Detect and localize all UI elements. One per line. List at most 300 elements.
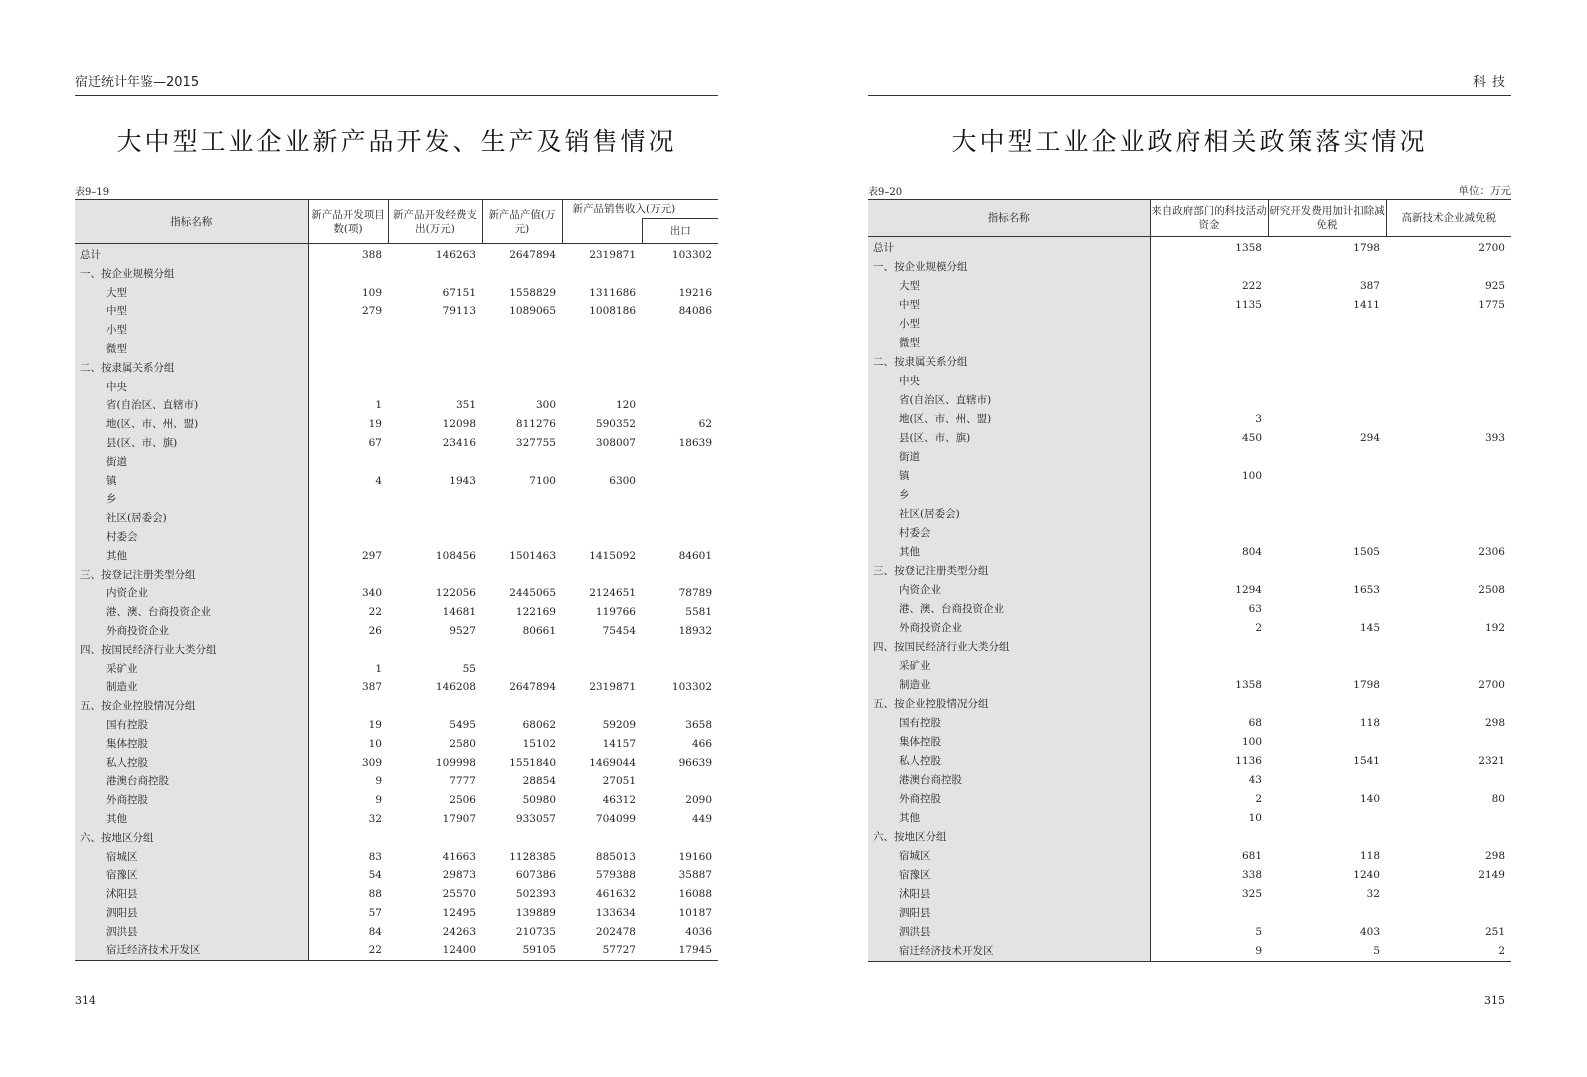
row-label: 小型 — [868, 315, 1150, 334]
cell-value — [308, 378, 388, 397]
cell-value — [1386, 885, 1511, 904]
cell-value — [642, 472, 718, 491]
table-row — [75, 434, 718, 453]
row-label: 私人控股 — [75, 754, 308, 773]
cell-value — [642, 697, 718, 716]
cell-value — [1268, 809, 1386, 828]
cell-value: 590352 — [595, 418, 636, 431]
cell-value: 885013 — [595, 850, 636, 863]
page-title: 大中型工业企业政府相关政策落实情况 — [951, 127, 1428, 156]
row-label: 地(区、市、州、盟) — [75, 415, 308, 434]
cell-value — [388, 641, 482, 660]
table-row — [75, 244, 718, 265]
table-row — [75, 848, 718, 867]
cell-value — [562, 641, 642, 660]
cell-value: 251 — [1484, 926, 1505, 938]
cell-value — [1150, 638, 1268, 657]
row-label: 宿豫区 — [75, 866, 308, 885]
cell-value: 681 — [1241, 850, 1262, 862]
row-label: 总计 — [75, 244, 308, 265]
cell-value: 325 — [1241, 888, 1262, 900]
cell-value: 1551840 — [509, 756, 556, 769]
row-label: 港澳台商控股 — [868, 771, 1150, 790]
cell-value: 1943 — [449, 474, 476, 487]
table-row — [868, 486, 1511, 505]
cell-value: 1089065 — [509, 305, 556, 318]
cell-value — [1268, 600, 1386, 619]
row-label: 制造业 — [868, 676, 1150, 695]
cell-value: 133634 — [595, 906, 636, 919]
left-page — [0, 0, 793, 1077]
table-row — [75, 284, 718, 303]
cell-value: 14681 — [442, 606, 476, 619]
table-row — [868, 676, 1511, 695]
table-row — [868, 581, 1511, 600]
cell-value: 1294 — [1235, 584, 1262, 596]
cell-value — [308, 453, 388, 472]
cell-value: 450 — [1241, 432, 1262, 444]
cell-value: 1136 — [1235, 755, 1262, 767]
cell-value — [1268, 372, 1386, 391]
cell-value: 309 — [361, 756, 382, 769]
cell-value — [562, 528, 642, 547]
table-row — [75, 941, 718, 960]
column-header-projects: 新产品开发项目数(项) — [308, 200, 388, 244]
table-row — [75, 622, 718, 641]
cell-value — [1386, 809, 1511, 828]
cell-value: 298 — [1484, 850, 1505, 862]
cell-value: 9 — [375, 775, 382, 788]
cell-value — [308, 490, 388, 509]
page-number: 315 — [1484, 994, 1505, 1007]
cell-value — [482, 528, 562, 547]
row-label: 地(区、市、州、盟) — [868, 410, 1150, 429]
statistics-table — [75, 199, 718, 961]
table-row — [868, 923, 1511, 942]
cell-value — [642, 378, 718, 397]
row-label: 一、按企业规模分组 — [868, 258, 1150, 277]
row-label: 街道 — [868, 448, 1150, 467]
cell-value: 2647894 — [509, 681, 556, 694]
cell-value — [1268, 505, 1386, 524]
cell-value — [562, 340, 642, 359]
table-row — [75, 603, 718, 622]
cell-value: 5 — [1255, 926, 1262, 938]
cell-value — [642, 453, 718, 472]
cell-value: 17945 — [678, 944, 713, 957]
cell-value: 100 — [1241, 470, 1262, 482]
cell-value: 50980 — [522, 794, 556, 807]
table-row — [868, 353, 1511, 372]
row-label: 社区(居委会) — [868, 505, 1150, 524]
cell-value: 119766 — [595, 606, 636, 619]
cell-value — [482, 453, 562, 472]
cell-value — [642, 340, 718, 359]
cell-value: 2 — [1498, 945, 1505, 957]
row-label: 微型 — [75, 340, 308, 359]
cell-value: 210735 — [515, 925, 556, 938]
cell-value: 109998 — [435, 756, 476, 769]
table-row — [75, 923, 718, 942]
cell-value: 387 — [1359, 280, 1380, 292]
cell-value: 10187 — [678, 906, 713, 919]
cell-value — [1150, 828, 1268, 847]
row-label: 六、按地区分组 — [75, 829, 308, 848]
table-row — [75, 660, 718, 679]
cell-value: 18639 — [678, 436, 713, 449]
cell-value: 2700 — [1478, 679, 1505, 691]
cell-value — [388, 359, 482, 378]
cell-value: 5495 — [449, 718, 476, 731]
cell-value — [482, 829, 562, 848]
cell-value — [1150, 657, 1268, 676]
table-row — [75, 490, 718, 509]
cell-value — [1150, 334, 1268, 353]
cell-value — [642, 528, 718, 547]
cell-value: 19 — [368, 718, 382, 731]
row-label: 镇 — [868, 467, 1150, 486]
cell-value — [482, 340, 562, 359]
row-label: 微型 — [868, 334, 1150, 353]
table-row — [75, 697, 718, 716]
table-row — [868, 448, 1511, 467]
cell-value: 41663 — [442, 850, 476, 863]
table-row — [868, 809, 1511, 828]
cell-value — [562, 490, 642, 509]
cell-value: 35887 — [678, 869, 713, 882]
cell-value — [388, 453, 482, 472]
cell-value — [482, 490, 562, 509]
row-label: 乡 — [868, 486, 1150, 505]
table-row — [868, 904, 1511, 923]
cell-value — [388, 829, 482, 848]
cell-value — [1268, 486, 1386, 505]
row-label: 大型 — [75, 284, 308, 303]
table-row — [75, 866, 718, 885]
row-label: 中型 — [75, 302, 308, 321]
cell-value: 7100 — [529, 474, 556, 487]
cell-value: 103302 — [671, 249, 713, 261]
cell-value — [1386, 391, 1511, 410]
cell-value: 2090 — [685, 794, 713, 807]
table-number: 表9–20 — [868, 187, 903, 198]
cell-value: 2321 — [1478, 755, 1505, 767]
cell-value: 109 — [361, 286, 382, 299]
cell-value: 145 — [1359, 622, 1380, 634]
cell-value — [642, 359, 718, 378]
row-label: 社区(居委会) — [75, 509, 308, 528]
cell-value — [1268, 353, 1386, 372]
row-label: 外商投资企业 — [868, 619, 1150, 638]
row-label: 宿城区 — [868, 847, 1150, 866]
cell-value: 80661 — [522, 624, 556, 637]
row-label: 外商控股 — [868, 790, 1150, 809]
row-label: 宿迁经济技术开发区 — [868, 942, 1150, 962]
cell-value — [308, 528, 388, 547]
row-label: 五、按企业控股情况分组 — [75, 697, 308, 716]
table-row — [75, 584, 718, 603]
cell-value — [1386, 334, 1511, 353]
table-row — [75, 754, 718, 773]
cell-value: 1358 — [1235, 679, 1262, 691]
table-row — [75, 340, 718, 359]
cell-value: 461632 — [595, 888, 636, 901]
row-label: 沭阳县 — [868, 885, 1150, 904]
cell-value — [1268, 695, 1386, 714]
cell-value: 146263 — [435, 249, 476, 261]
cell-value — [388, 378, 482, 397]
cell-value: 1128385 — [509, 850, 556, 863]
cell-value — [308, 697, 388, 716]
row-label: 私人控股 — [868, 752, 1150, 771]
table-row — [868, 619, 1511, 638]
table-row — [868, 847, 1511, 866]
table-row — [868, 277, 1511, 296]
cell-value — [482, 359, 562, 378]
row-label: 其他 — [75, 810, 308, 829]
table-row — [75, 472, 718, 491]
cell-value: 54 — [368, 869, 382, 882]
cell-value — [1268, 524, 1386, 543]
cell-value: 84086 — [678, 305, 713, 318]
table-row — [75, 321, 718, 340]
row-label: 制造业 — [75, 678, 308, 697]
running-header: 科技 — [868, 74, 1511, 96]
table-row — [868, 657, 1511, 676]
row-label: 三、按登记注册类型分组 — [75, 566, 308, 585]
cell-value — [1268, 448, 1386, 467]
table-row — [868, 714, 1511, 733]
row-label: 泗洪县 — [75, 923, 308, 942]
cell-value: 502393 — [515, 888, 556, 901]
table-row — [868, 237, 1511, 259]
cell-value: 2319871 — [589, 249, 636, 261]
cell-value: 1008186 — [589, 305, 636, 318]
cell-value: 300 — [535, 399, 556, 412]
cell-value: 19 — [368, 418, 382, 431]
cell-value — [642, 509, 718, 528]
row-label: 中央 — [868, 372, 1150, 391]
table-body — [868, 237, 1511, 962]
cell-value: 2445065 — [509, 587, 556, 600]
cell-value — [1268, 904, 1386, 923]
cell-value: 3 — [1255, 413, 1262, 425]
row-label: 五、按企业控股情况分组 — [868, 695, 1150, 714]
cell-value — [1386, 258, 1511, 277]
row-label: 总计 — [868, 237, 1150, 259]
cell-value — [562, 321, 642, 340]
table-row — [75, 453, 718, 472]
cell-value: 2 — [1255, 793, 1262, 805]
cell-value: 1415092 — [589, 549, 636, 562]
row-label: 四、按国民经济行业大类分组 — [868, 638, 1150, 657]
column-header-expenditure: 新产品开发经费支出(万元) — [388, 200, 482, 244]
row-label: 大型 — [868, 277, 1150, 296]
table-row — [868, 467, 1511, 486]
table-row — [75, 791, 718, 810]
cell-value: 388 — [361, 249, 382, 261]
cell-value — [1268, 315, 1386, 334]
unit-label: 单位：万元 — [1458, 185, 1511, 197]
cell-value: 22 — [368, 944, 382, 957]
cell-value — [308, 566, 388, 585]
row-label: 乡 — [75, 490, 308, 509]
cell-value: 2508 — [1478, 584, 1505, 596]
row-label: 内资企业 — [868, 581, 1150, 600]
row-label: 二、按隶属关系分组 — [75, 359, 308, 378]
cell-value: 10 — [1248, 812, 1262, 824]
cell-value — [1386, 638, 1511, 657]
cell-value — [1268, 733, 1386, 752]
column-header-hightech-tax: 高新技术企业减免税 — [1386, 200, 1511, 237]
row-label: 县(区、市、旗) — [75, 434, 308, 453]
cell-value — [388, 509, 482, 528]
column-header-name: 指标名称 — [868, 200, 1150, 237]
cell-value: 298 — [1484, 717, 1505, 729]
table-row — [868, 828, 1511, 847]
row-label: 其他 — [868, 809, 1150, 828]
cell-value: 327755 — [515, 436, 556, 449]
cell-value — [642, 490, 718, 509]
cell-value: 1135 — [1235, 299, 1262, 311]
cell-value: 1 — [375, 399, 382, 412]
row-label: 港、澳、台商投资企业 — [868, 600, 1150, 619]
cell-value — [1150, 391, 1268, 410]
cell-value — [482, 660, 562, 679]
cell-value: 811276 — [515, 418, 556, 431]
cell-value — [308, 321, 388, 340]
table-row — [868, 790, 1511, 809]
cell-value: 29873 — [442, 869, 476, 882]
table-row — [868, 334, 1511, 353]
cell-value: 19160 — [678, 850, 713, 863]
table-row — [868, 562, 1511, 581]
table-row — [868, 733, 1511, 752]
column-header-sales-revenue: 新产品销售收入(万元) — [562, 200, 718, 219]
row-label: 泗洪县 — [868, 923, 1150, 942]
cell-value: 466 — [691, 737, 713, 750]
cell-value: 122056 — [435, 587, 476, 600]
cell-value: 1311686 — [589, 286, 636, 299]
cell-value — [388, 528, 482, 547]
row-label: 省(自治区、直辖市) — [75, 396, 308, 415]
right-page — [793, 0, 1587, 1077]
cell-value: 579388 — [595, 869, 636, 882]
table-row — [868, 429, 1511, 448]
cell-value: 59209 — [602, 718, 636, 731]
cell-value: 6300 — [609, 474, 636, 487]
table-row — [75, 359, 718, 378]
cell-value: 5 — [1373, 945, 1380, 957]
cell-value: 1798 — [1353, 242, 1380, 254]
cell-value — [562, 660, 642, 679]
table-number: 表9–19 — [75, 187, 110, 198]
cell-value — [1268, 562, 1386, 581]
cell-value — [388, 265, 482, 284]
cell-value — [1150, 448, 1268, 467]
cell-value: 120 — [615, 399, 636, 412]
table-row — [868, 600, 1511, 619]
cell-value: 16088 — [678, 888, 713, 901]
cell-value: 140 — [1359, 793, 1380, 805]
cell-value — [642, 641, 718, 660]
cell-value: 1558829 — [509, 286, 556, 299]
cell-value — [1150, 353, 1268, 372]
row-label: 三、按登记注册类型分组 — [868, 562, 1150, 581]
table-row — [75, 415, 718, 434]
table-row — [868, 638, 1511, 657]
table-row — [868, 391, 1511, 410]
cell-value: 1798 — [1353, 679, 1380, 691]
row-label: 采矿业 — [868, 657, 1150, 676]
cell-value: 387 — [361, 681, 382, 694]
cell-value — [1268, 638, 1386, 657]
cell-value: 4 — [375, 474, 382, 487]
cell-value — [642, 396, 718, 415]
cell-value: 2319871 — [589, 681, 636, 694]
cell-value — [1268, 258, 1386, 277]
cell-value — [1386, 315, 1511, 334]
cell-value — [1268, 334, 1386, 353]
cell-value: 146208 — [435, 681, 476, 694]
cell-value — [1386, 372, 1511, 391]
row-label: 一、按企业规模分组 — [75, 265, 308, 284]
cell-value — [1268, 828, 1386, 847]
cell-value — [1386, 657, 1511, 676]
cell-value — [482, 378, 562, 397]
cell-value: 83 — [368, 850, 382, 863]
table-row — [75, 885, 718, 904]
cell-value — [562, 566, 642, 585]
column-header-gov-funds: 来自政府部门的科技活动资金 — [1150, 200, 1268, 237]
cell-value: 19216 — [678, 286, 713, 299]
row-label: 村委会 — [868, 524, 1150, 543]
cell-value: 1653 — [1353, 584, 1380, 596]
row-label: 四、按国民经济行业大类分组 — [75, 641, 308, 660]
cell-value — [1268, 410, 1386, 429]
cell-value: 222 — [1241, 280, 1262, 292]
row-label: 街道 — [75, 453, 308, 472]
cell-value — [1150, 486, 1268, 505]
row-label: 宿迁经济技术开发区 — [75, 941, 308, 960]
cell-value: 103302 — [671, 681, 713, 694]
cell-value — [1150, 505, 1268, 524]
cell-value — [1386, 505, 1511, 524]
cell-value — [1150, 258, 1268, 277]
cell-value: 32 — [1366, 888, 1380, 900]
cell-value: 804 — [1241, 546, 1262, 558]
cell-value: 308007 — [595, 436, 636, 449]
cell-value: 1469044 — [589, 756, 636, 769]
cell-value: 2124651 — [589, 587, 636, 600]
cell-value — [308, 265, 388, 284]
row-label: 内资企业 — [75, 584, 308, 603]
row-label: 国有控股 — [75, 716, 308, 735]
table-row — [868, 752, 1511, 771]
column-header-spacer — [562, 219, 642, 244]
cell-value: 12495 — [442, 906, 476, 919]
cell-value: 17907 — [442, 812, 476, 825]
cell-value — [1268, 657, 1386, 676]
cell-value — [1386, 467, 1511, 486]
cell-value: 55 — [462, 662, 476, 675]
cell-value: 1505 — [1353, 546, 1380, 558]
row-label: 集体控股 — [868, 733, 1150, 752]
table-row — [75, 265, 718, 284]
row-label: 其他 — [75, 547, 308, 566]
cell-value: 67151 — [442, 286, 476, 299]
cell-value — [388, 697, 482, 716]
